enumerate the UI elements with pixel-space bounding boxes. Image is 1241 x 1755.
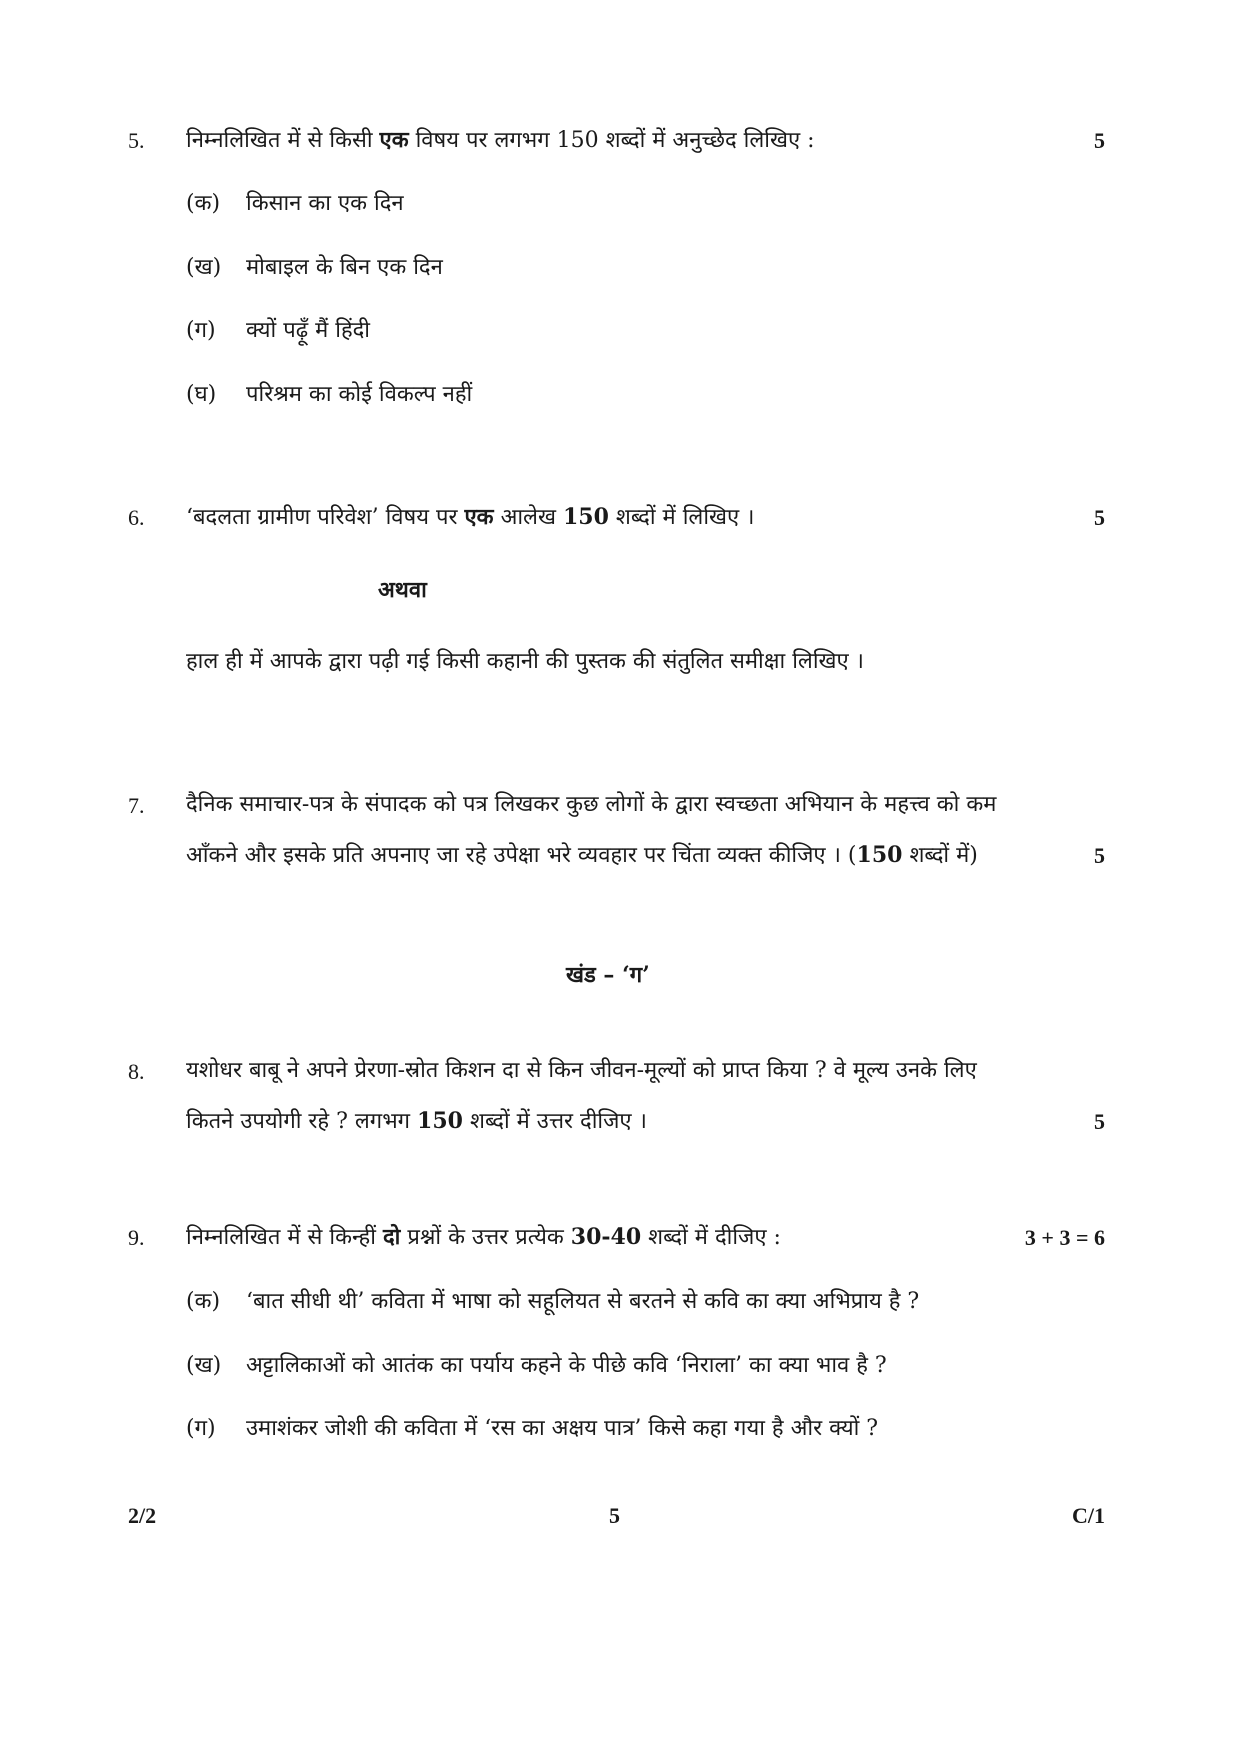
- option-label: (ख): [186, 255, 222, 280]
- option-label: (ग): [186, 318, 216, 343]
- footer-code: C/1: [1072, 1503, 1105, 1528]
- question-text-line: यशोधर बाबू ने अपने प्रेरणा-स्रोत किशन दा से किन जीवन-मूल्यों को प्राप्त किया ? वे मूल्य उनके लिए: [186, 1058, 977, 1083]
- option-text: मोबाइल के बिन एक दिन: [246, 255, 443, 280]
- option-text: ‘बात सीधी थी’ कविता में भाषा को सहूलियत से बरतने से कवि का क्या अभिप्राय है ?: [246, 1289, 920, 1314]
- question-marks: 3 + 3 = 6: [1024, 1225, 1105, 1250]
- option-text: परिश्रम का कोई विकल्प नहीं: [246, 382, 473, 407]
- question-text-line: दैनिक समाचार-पत्र के संपादक को पत्र लिखकर कुछ लोगों के द्वारा स्वच्छता अभियान के महत्त्व को कम: [186, 792, 997, 817]
- option-label: (ख): [186, 1353, 222, 1378]
- option-label: (क): [186, 191, 221, 216]
- or-label: अथवा: [378, 577, 427, 603]
- question-text: ‘बदलता ग्रामीण परिवेश’ विषय पर एक आलेख 150 शब्दों में लिखिए ।: [186, 504, 755, 530]
- option-label: (ग): [186, 1416, 216, 1441]
- section-heading: खंड – ‘ग’: [566, 962, 650, 988]
- question-number: 8.: [128, 1059, 145, 1084]
- question-marks: 5: [1094, 128, 1105, 153]
- question-text-line: आँकने और इसके प्रति अपनाए जा रहे उपेक्षा भरे व्यवहार पर चिंता व्यक्त कीजिए । (150 शब्दों में): [186, 842, 978, 868]
- option-label: (क): [186, 1289, 221, 1314]
- question-number: 5.: [128, 128, 145, 153]
- question-marks: 5: [1094, 1109, 1105, 1134]
- footer-page-count: 2/2: [128, 1503, 157, 1528]
- option-text: क्यों पढ़ूँ मैं हिंदी: [246, 318, 371, 343]
- question-number: 7.: [128, 793, 145, 818]
- question-marks: 5: [1094, 505, 1105, 530]
- question-text: निम्नलिखित में से किसी एक विषय पर लगभग 150 शब्दों में अनुच्छेद लिखिए :: [186, 127, 815, 153]
- option-text: अट्टालिकाओं को आतंक का पर्याय कहने के पीछे कवि ‘निराला’ का क्या भाव है ?: [246, 1353, 887, 1378]
- question-text-line: कितने उपयोगी रहे ? लगभग 150 शब्दों में उत्तर दीजिए ।: [186, 1108, 647, 1134]
- footer-page-number: 5: [609, 1503, 620, 1528]
- alternative-question-text: हाल ही में आपके द्वारा पढ़ी गई किसी कहानी की पुस्तक की संतुलित समीक्षा लिखिए ।: [186, 649, 865, 674]
- question-number: 6.: [128, 505, 145, 530]
- question-marks: 5: [1094, 843, 1105, 868]
- option-text: उमाशंकर जोशी की कविता में ‘रस का अक्षय पात्र’ किसे कहा गया है और क्यों ?: [246, 1416, 879, 1441]
- option-label: (घ): [186, 382, 217, 407]
- question-text: निम्नलिखित में से किन्हीं दो प्रश्नों के उत्तर प्रत्येक 30-40 शब्दों में दीजिए :: [186, 1224, 781, 1250]
- question-number: 9.: [128, 1225, 145, 1250]
- option-text: किसान का एक दिन: [246, 191, 404, 216]
